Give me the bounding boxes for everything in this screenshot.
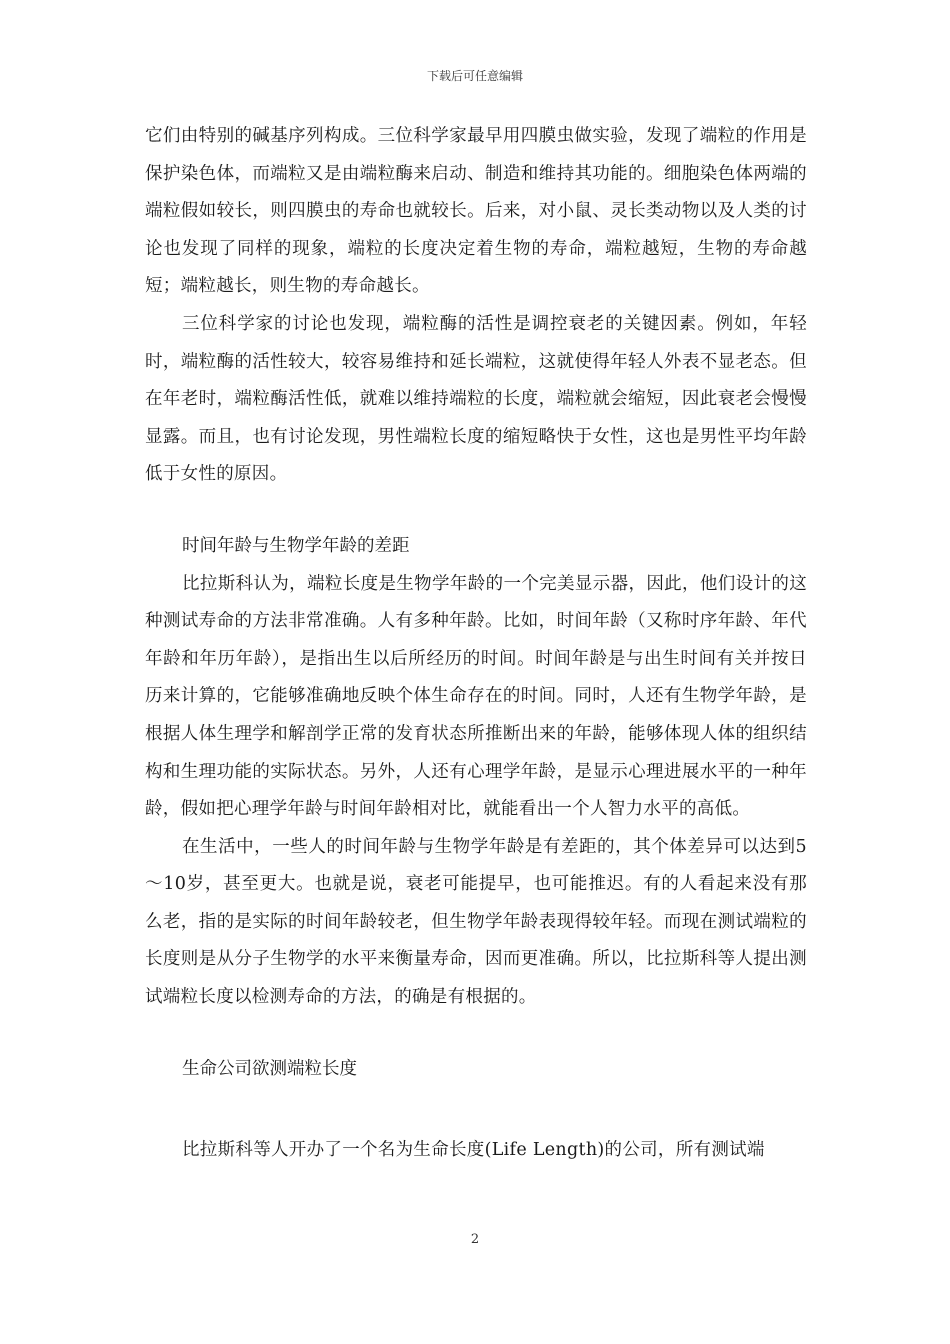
paragraph-age-difference: 在生活中，一些人的时间年龄与生物学年龄是有差距的，其个体差异可以达到5～10岁，甚至更大。也就是说，衰老可能提早，也可能推迟。有的人看起来没有那么老，指的是实际的时间年龄较老，但生物学年龄表现得较年轻。而现在测试端粒的长度则是从分子生物学的水平来衡量寿命，因而更准确。所以，比拉斯科等人提出测试端粒长度以检测寿命的方法，的确是有根据的。 — [145, 836, 807, 1008]
paragraph-biological-age: 比拉斯科认为，端粒长度是生物学年龄的一个完美显示器，因此，他们设计的这种测试寿命的方法非常准确。人有多种年龄。比如，时间年龄（又称时序年龄、年代年龄和年历年龄），是指出生以后所经历的时间。时间年龄是与出生时间有关并按日历来计算的，它能够准确地反映个体生命存在的时间。同时，人还有生物学年龄，是根据人体生理学和解剖学正常的发育状态所推断出来的年龄，能够体现人体的组织结构和生理功能的实际状态。另外，人还有心理学年龄，是显示心理进展水平的一种年龄，假如把心理学年龄与时间年龄相对比，就能看出一个人智力水平的高低。 — [145, 573, 807, 820]
page-number: 2 — [470, 1232, 480, 1247]
spacer — [145, 1088, 807, 1132]
spacer — [145, 1017, 807, 1051]
section-heading-age-gap: 时间年龄与生物学年龄的差距 — [182, 535, 410, 556]
paragraph-life-length: 比拉斯科等人开办了一个名为生命长度(Life Length)的公司，所有测试端 — [182, 1140, 765, 1161]
paragraph-telomere-intro: 它们由特别的碱基序列构成。三位科学家最早用四膜虫做实验，发现了端粒的作用是保护染色体，而端粒又是由端粒酶来启动、制造和维持其功能的。细胞染色体两端的端粒假如较长，则四膜虫的寿命也就较长。后来，对小鼠、灵长类动物以及人类的讨论也发现了同样的现象，端粒的长度决定着生物的寿命，端粒越短，生物的寿命越短；端粒越长，则生物的寿命越长。 — [145, 126, 807, 297]
spacer — [145, 494, 807, 528]
section-heading-life-company: 生命公司欲测端粒长度 — [182, 1058, 357, 1079]
paragraph-telomerase-activity: 三位科学家的讨论也发现，端粒酶的活性是调控衰老的关键因素。例如，年轻时，端粒酶的活性较大，较容易维持和延长端粒，这就使得年轻人外表不显老态。但在年老时，端粒酶活性低，就难以维持端粒的长度，端粒就会缩短，因此衰老会慢慢显露。而且，也有讨论发现，男性端粒长度的缩短略快于女性，这也是男性平均年龄低于女性的原因。 — [145, 313, 807, 485]
page-header: 下载后可任意编辑 — [426, 69, 523, 83]
document-body — [145, 118, 807, 1170]
